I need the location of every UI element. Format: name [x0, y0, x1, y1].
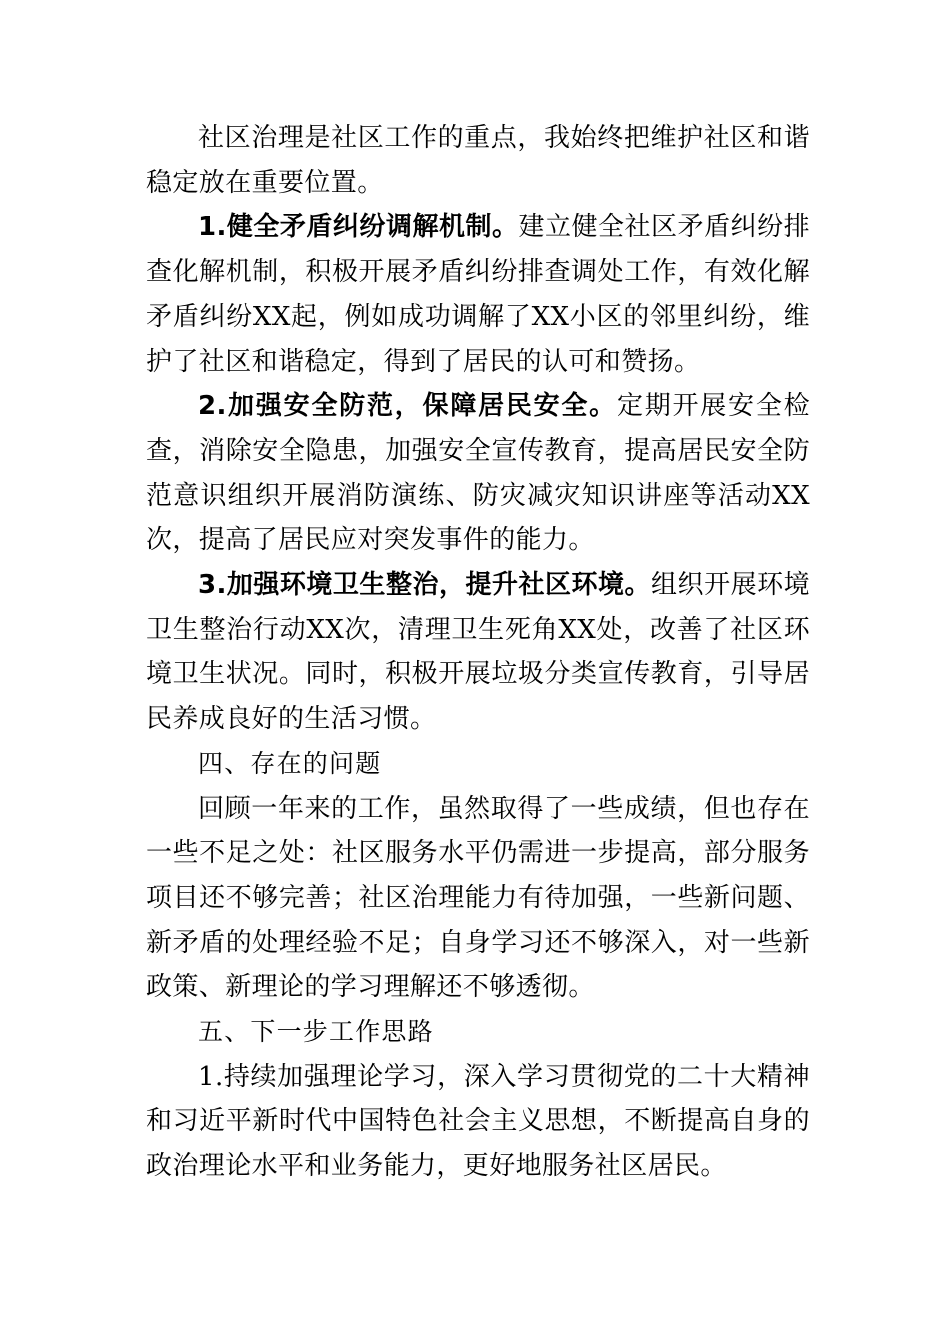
governance-item-1 [146, 205, 810, 384]
item-1-lead: 1.健全矛盾纠纷调解机制。 [198, 212, 519, 243]
item-3-body: 组织开展环境卫生整治行动XX次，清理卫生死角XX处，改善了社区环境卫生状况。同时，积极开展垃圾分类宣传教育，引导居民养成良好的生活习惯。 [146, 570, 810, 735]
governance-item-2 [146, 384, 810, 563]
document-body [146, 116, 810, 1189]
governance-item-3 [146, 563, 810, 742]
intro-paragraph: 社区治理是社区工作的重点，我始终把维护社区和谐稳定放在重要位置。 [146, 123, 810, 198]
item-3-lead: 3.加强环境卫生整治，提升社区环境。 [198, 570, 652, 601]
section-5-item-1: 1.持续加强理论学习，深入学习贯彻党的二十大精神和习近平新时代中国特色社会主义思想，不断提高自身的政治理论水平和业务能力，更好地服务社区居民。 [146, 1061, 810, 1182]
section-4-paragraph: 回顾一年来的工作，虽然取得了一些成绩，但也存在一些不足之处：社区服务水平仍需进一步提高，部分服务项目还不够完善；社区治理能力有待加强，一些新问题、新矛盾的处理经验不足；自身学习还不够深入，对一些新政策、新理论的学习理解还不够透彻。 [146, 793, 810, 1003]
item-2-body: 定期开展安全检查，消除安全隐患，加强安全宣传教育，提高居民安全防范意识组织开展消防演练、防灾减灾知识讲座等活动XX次，提高了居民应对突发事件的能力。 [146, 391, 810, 556]
section-4-heading: 四、存在的问题 [198, 748, 382, 778]
item-1-body: 建立健全社区矛盾纠纷排查化解机制，积极开展矛盾纠纷排查调处工作，有效化解矛盾纠纷XX起，例如成功调解了XX小区的邻里纠纷，维护了社区和谐稳定，得到了居民的认可和赞扬。 [146, 212, 811, 377]
item-2-lead: 2.加强安全防范，保障居民安全。 [198, 391, 617, 422]
section-5-heading: 五、下一步工作思路 [198, 1017, 434, 1047]
